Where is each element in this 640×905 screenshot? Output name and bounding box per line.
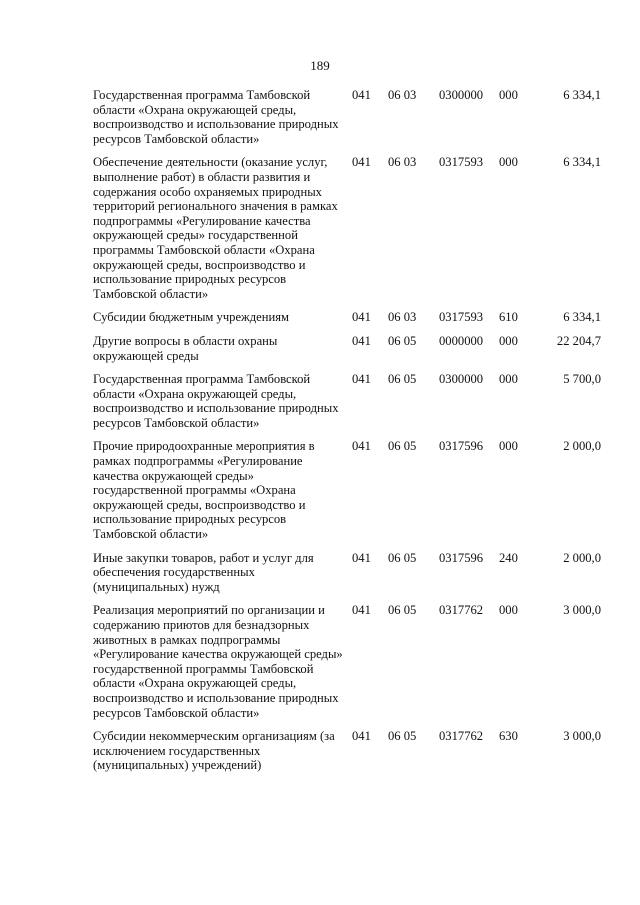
row-name: Обеспечение деятельности (оказание услуг, выполнение работ) в области развития и содержания особо охраняемых природных территорий регионального значения в рамках подпрограммы «Регулирование качества окружающей среды» государственной программы Тамбовской области «Охрана окружающей среды, воспроизводство и использование природных ресурсов Тамбовской области» [93, 155, 338, 301]
row-amount: 5 700,0 [563, 372, 601, 387]
row-section-code: 06 05 [388, 372, 417, 387]
table-row [93, 155, 601, 301]
row-target-code: 0317762 [439, 603, 484, 618]
row-admin-code: 041 [352, 603, 371, 618]
row-section-code: 06 03 [388, 88, 417, 102]
row-type-code: 630 [499, 729, 518, 744]
row-amount: 22 204,7 [556, 333, 601, 348]
row-amount: 2 000,0 [563, 439, 601, 454]
table-row [93, 334, 601, 363]
row-admin-code: 041 [352, 729, 371, 744]
row-target-code: 0317596 [439, 439, 484, 454]
row-type-code: 000 [499, 603, 518, 618]
row-target-code: 0317596 [439, 550, 484, 565]
table-row [93, 310, 601, 325]
row-amount: 2 000,0 [563, 550, 601, 565]
table-row [93, 372, 601, 430]
row-amount: 6 334,1 [563, 88, 601, 102]
table-row [93, 88, 601, 146]
row-amount: 3 000,0 [563, 603, 601, 618]
row-section-code: 06 05 [388, 550, 417, 565]
row-name: Другие вопросы в области охраны окружающей среды [93, 333, 278, 363]
row-name: Иные закупки товаров, работ и услуг для обеспечения государственных (муниципальных) нужд [93, 550, 314, 594]
table-row [93, 603, 601, 720]
row-type-code: 240 [499, 550, 518, 565]
row-admin-code: 041 [352, 88, 371, 102]
row-target-code: 0300000 [439, 88, 484, 102]
row-target-code: 0317593 [439, 310, 484, 325]
row-section-code: 06 05 [388, 333, 417, 348]
table-row [93, 439, 601, 541]
row-section-code: 06 03 [388, 310, 417, 325]
row-name: Реализация мероприятий по организации и содержанию приютов для безнадзорных животных в рамках подпрограммы «Регулирование качества окружающей среды» государственной программы Тамбовской области «Охрана окружающей среды, воспроизводство и использование природных ресурсов Тамбовской области» [93, 603, 343, 720]
row-name: Прочие природоохранные мероприятия в рамках подпрограммы «Регулирование качества окружающей среды» государственной программы «Охрана окружающей среды, воспроизводство и использование природных ресурсов Тамбовской области» [93, 439, 315, 542]
row-type-code: 610 [499, 310, 518, 325]
row-admin-code: 041 [352, 155, 371, 170]
row-type-code: 000 [499, 439, 518, 454]
row-name: Субсидии бюджетным учреждениям [93, 310, 289, 325]
row-section-code: 06 03 [388, 155, 417, 170]
row-admin-code: 041 [352, 439, 371, 454]
row-target-code: 0317762 [439, 729, 484, 744]
row-type-code: 000 [499, 155, 518, 170]
table-row [93, 729, 601, 773]
row-target-code: 0317593 [439, 155, 484, 170]
row-type-code: 000 [499, 372, 518, 387]
row-target-code: 0000000 [439, 333, 484, 348]
page-number: 189 [310, 58, 330, 73]
row-target-code: 0300000 [439, 372, 484, 387]
row-section-code: 06 05 [388, 729, 417, 744]
row-admin-code: 041 [352, 550, 371, 565]
row-amount: 3 000,0 [563, 729, 601, 744]
row-section-code: 06 05 [388, 603, 417, 618]
row-name: Государственная программа Тамбовской области «Охрана окружающей среды, воспроизводство и использование природных ресурсов Тамбовской области» [93, 88, 339, 146]
table-row [93, 551, 601, 595]
row-type-code: 000 [499, 88, 518, 102]
budget-table [93, 88, 601, 782]
row-admin-code: 041 [352, 333, 371, 348]
row-type-code: 000 [499, 333, 518, 348]
row-admin-code: 041 [352, 372, 371, 387]
row-amount: 6 334,1 [563, 155, 601, 170]
row-name: Субсидии некоммерческим организациям (за исключением государственных (муниципальных) учреждений) [93, 729, 335, 773]
row-admin-code: 041 [352, 310, 371, 325]
row-amount: 6 334,1 [563, 310, 601, 325]
row-name: Государственная программа Тамбовской области «Охрана окружающей среды, воспроизводство и использование природных ресурсов Тамбовской области» [93, 372, 339, 430]
row-section-code: 06 05 [388, 439, 417, 454]
